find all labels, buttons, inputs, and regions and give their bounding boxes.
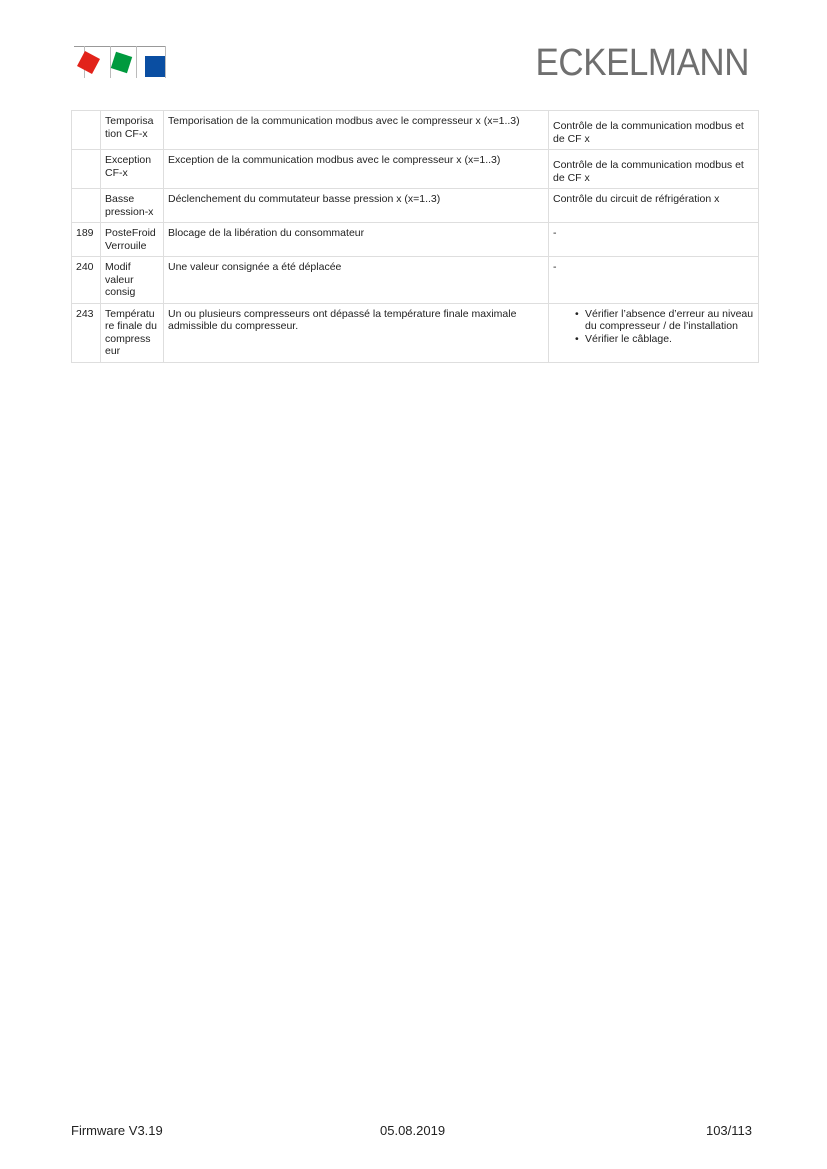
error-name: Basse pression-x bbox=[101, 189, 164, 223]
error-code bbox=[72, 189, 101, 223]
error-description: Une valeur consignée a été déplacée bbox=[164, 257, 549, 304]
error-action: Contrôle de la communication modbus et de CF x bbox=[549, 150, 759, 189]
error-code: 240 bbox=[72, 257, 101, 304]
error-action: Contrôle de la communication modbus et de CF x bbox=[549, 111, 759, 150]
error-action bbox=[549, 303, 759, 362]
logo-green-square bbox=[111, 52, 132, 73]
action-text: Vérifier le câblage. bbox=[585, 332, 672, 345]
table-row bbox=[72, 223, 759, 257]
action-list-item bbox=[575, 332, 754, 346]
error-table bbox=[71, 110, 759, 363]
action-list bbox=[553, 308, 754, 346]
error-description: Déclenchement du commutateur basse pression x (x=1..3) bbox=[164, 189, 549, 223]
error-name: Exception CF-x bbox=[101, 150, 164, 189]
footer-date: 05.08.2019 bbox=[380, 1123, 446, 1138]
action-list-item bbox=[575, 307, 754, 333]
error-name: Températu re finale du compress eur bbox=[101, 303, 164, 362]
error-description: Un ou plusieurs compresseurs ont dépassé la température finale maximale admissible du compresseur. bbox=[164, 303, 549, 362]
error-description: Blocage de la libération du consommateur bbox=[164, 223, 549, 257]
table-row bbox=[72, 150, 759, 189]
error-name: PosteFroid Verrouile bbox=[101, 223, 164, 257]
error-code bbox=[72, 150, 101, 189]
bullet-icon: • bbox=[575, 307, 579, 320]
error-action: - bbox=[549, 223, 759, 257]
table-row bbox=[72, 189, 759, 223]
bullet-icon: • bbox=[575, 332, 579, 345]
footer-page-number: 103/113 bbox=[705, 1123, 752, 1138]
logo-red-square bbox=[77, 51, 100, 74]
table-row bbox=[72, 257, 759, 304]
error-description: Temporisation de la communication modbus avec le compresseur x (x=1..3) bbox=[164, 111, 549, 150]
error-action: - bbox=[549, 257, 759, 304]
error-name: Temporisa tion CF-x bbox=[101, 111, 164, 150]
error-action: Contrôle du circuit de réfrigération x bbox=[549, 189, 759, 223]
footer-firmware: Firmware V3.19 bbox=[71, 1123, 163, 1138]
table-row bbox=[72, 303, 759, 362]
error-name: Modif valeur consig bbox=[101, 257, 164, 304]
eckelmann-logo bbox=[74, 46, 166, 78]
error-code bbox=[72, 111, 101, 150]
brand-name: ECKELMANN bbox=[535, 42, 749, 84]
error-code: 189 bbox=[72, 223, 101, 257]
error-code: 243 bbox=[72, 303, 101, 362]
action-text: Vérifier l’absence d’erreur au niveau du compresseur / de l’installation bbox=[585, 307, 754, 332]
error-description: Exception de la communication modbus avec le compresseur x (x=1..3) bbox=[164, 150, 549, 189]
table-row bbox=[72, 111, 759, 150]
logo-blue-square bbox=[145, 56, 165, 77]
